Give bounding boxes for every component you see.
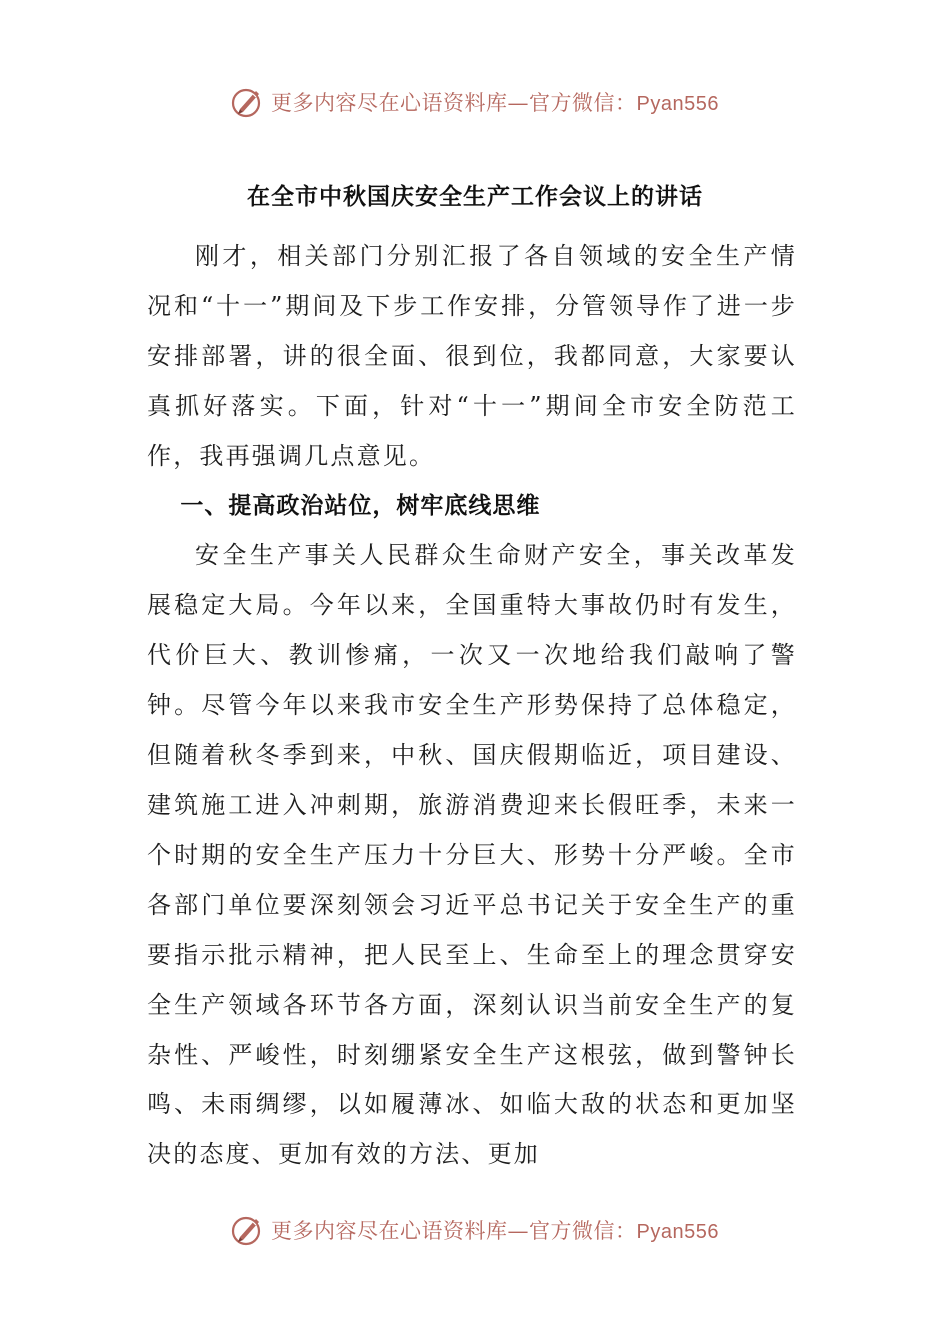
watermark-text: 更多内容尽在心语资料库—官方微信：Pyan556 <box>271 91 719 115</box>
watermark-text: 更多内容尽在心语资料库—官方微信：Pyan556 <box>271 1219 719 1243</box>
section-heading: 一、提高政治站位，树牢底线思维 <box>180 492 541 519</box>
intro-paragraph: 刚才，相关部门分别汇报了各自领域的安全生产情况和“十一”期间及下步工作安排，分管领导作了进一步安排部署，讲的很全面、很到位，我都同意，大家要认真抓好落实。下面，针对“十一”期间全市安全防范工作，我再强调几点意见。 <box>147 242 797 470</box>
pen-logo-icon <box>231 85 265 119</box>
header-watermark <box>0 82 950 122</box>
wechat-id: Pyan556 <box>636 93 719 115</box>
footer-watermark <box>0 1210 950 1250</box>
section-paragraph: 安全生产事关人民群众生命财产安全，事关改革发展稳定大局。今年以来，全国重特大事故仍时有发生，代价巨大、教训惨痛，一次又一次地给我们敲响了警钟。尽管今年以来我市安全生产形势保持了总体稳定，但随着秋冬季到来，中秋、国庆假期临近，项目建设、建筑施工进入冲刺期，旅游消费迎来长假旺季，未来一个时期的安全生产压力十分巨大、形势十分严峻。全市各部门单位要深刻领会习近平总书记关于安全生产的重要指示批示精神，把人民至上、生命至上的理念贯穿安全生产领域各环节各方面，深刻认识当前安全生产的复杂性、严峻性，时刻绷紧安全生产这根弦，做到警钟长鸣、未雨绸缪，以如履薄冰、如临大敌的状态和更加坚决的态度、更加有效的方法、更加 <box>147 541 797 1169</box>
pen-logo-icon <box>231 1213 265 1247</box>
document-title: 在全市中秋国庆安全生产工作会议上的讲话 <box>247 184 703 210</box>
wechat-id: Pyan556 <box>636 1221 719 1243</box>
document-body <box>147 232 797 1180</box>
